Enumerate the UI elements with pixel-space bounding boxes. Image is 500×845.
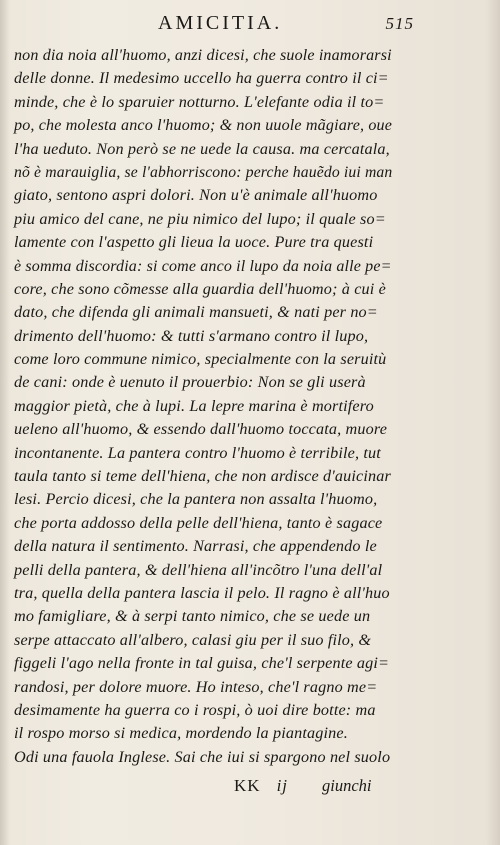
text-line: il rospo morso si medica, mordendo la piantagine. <box>14 724 348 743</box>
text-line: ueleno all'huomo, & essendo dall'huomo toccata, muore <box>14 420 388 439</box>
text-line: pelli della pantera, & dell'hiena all'incõtro l'una dell'al <box>14 560 383 579</box>
text-line: minde, che è lo sparuier notturno. L'elefante odia il to= <box>14 92 385 111</box>
text-line: incontanente. La pantera contro l'huomo è terribile, tut <box>14 443 381 462</box>
text-line: delle donne. Il medesimo uccello ha guerra contro il ci= <box>14 69 389 88</box>
catchword: giunchi <box>322 776 372 795</box>
text-line: serpe attaccato all'albero, calasi giu per il suo filo, & <box>14 630 372 649</box>
text-line: dato, che difenda gli animali mansueti, & nati per no= <box>14 303 378 322</box>
spine-shadow <box>0 0 10 845</box>
text-line: è somma discordia: si come anco il lupo da noia alle pe= <box>14 256 392 275</box>
text-line: lamente con l'aspetto gli lieua la uoce. Pure tra questi <box>14 233 374 252</box>
text-line: che porta addosso della pelle dell'hiena, tanto è sagace <box>14 513 383 532</box>
text-line: figgeli l'ago nella fronte in tal guisa, che'l serpente agi= <box>14 654 390 673</box>
signature-number: ij <box>276 776 289 795</box>
page-header <box>0 4 500 38</box>
text-line: tra, quella della pantera lascia il pelo. Il ragno è all'huo <box>14 583 390 602</box>
text-line: randosi, per dolore muore. Ho inteso, che'l ragno me= <box>14 677 378 696</box>
text-line: maggior pietà, che à lupi. La lepre marina è mortifero <box>14 396 374 415</box>
text-line: nõ è marauiglia, se l'abhorriscono: perche hauẽdo iui man <box>14 162 393 181</box>
text-line: della natura il sentimento. Narrasi, che appendendo le <box>14 537 377 556</box>
text-line: lesi. Percio dicesi, che la pantera non assalta l'huomo, <box>14 490 378 509</box>
text-line: piu amico del cane, ne piu nimico del lupo; il quale so= <box>14 209 386 228</box>
text-line: taula tanto si teme dell'hiena, che non ardisce d'auicinar <box>14 467 391 486</box>
running-head: AMICITIA. <box>158 12 283 34</box>
text-line: de cani: onde è uenuto il prouerbio: Non se gli userà <box>14 373 366 392</box>
text-line: l'ha ueduto. Non però se ne uede la causa. ma cercatala, <box>14 139 390 158</box>
text-line: desimamente ha guerra co i rospi, ò uoi dire botte: ma <box>14 700 376 719</box>
signature-letters: KK <box>234 776 261 795</box>
page-edge-shadow <box>486 0 500 845</box>
signature-mark <box>234 776 288 796</box>
text-line: mo famigliare, & à serpi tanto nimico, che se uede un <box>14 607 371 626</box>
text-line: Odi una fauola Inglese. Sai che iui si spargono nel suolo <box>14 747 391 766</box>
text-line: core, che sono cõmesse alla guardia dell'huomo; à cui è <box>14 279 386 298</box>
text-line: drimento dell'huomo: & tutti s'armano contro il lupo, <box>14 326 369 345</box>
page-footer <box>0 774 500 800</box>
text-line: non dia noia all'huomo, anzi dicesi, che suole inamorarsi <box>14 46 392 64</box>
page-number: 515 <box>385 14 414 33</box>
text-line: come loro commune nimico, specialmente con la seruitù <box>14 350 387 369</box>
text-line: giato, sentono aspri dolori. Non u'è animale all'huomo <box>14 186 378 205</box>
text-line: po, che molesta anco l'huomo; & non uuole mãgiare, oue <box>14 116 393 135</box>
body-text <box>14 44 392 769</box>
